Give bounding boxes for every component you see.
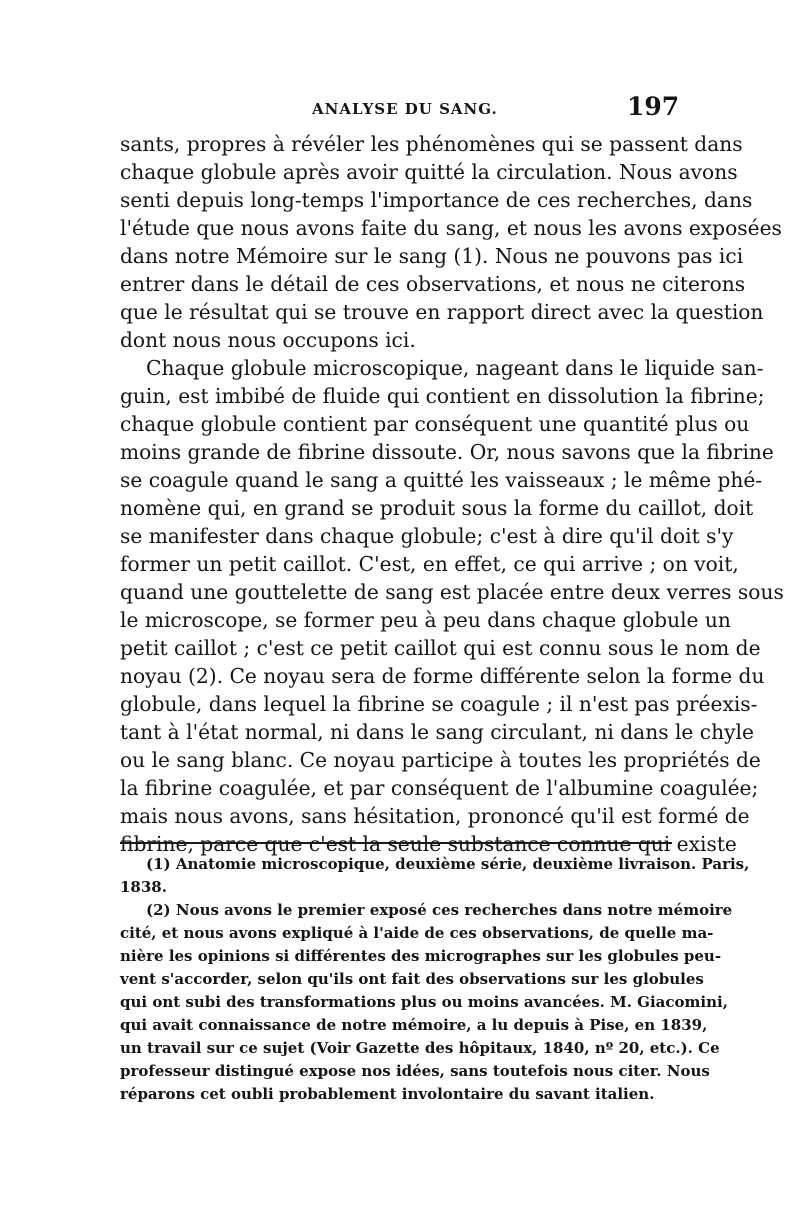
text-line: dont nous nous occupons ici. [120,328,416,352]
footnote-line: nière les opinions si différentes des micrographes sur les globules peu- [120,947,722,965]
footnote-line: cité, et nous avons expliqué à l'aide de ces observations, de quelle ma- [120,924,714,942]
page-number: 197 [627,92,680,121]
text-line: que le résultat qui se trouve en rapport direct avec la question [120,300,764,324]
text-line: moins grande de fibrine dissoute. Or, nous savons que la fibrine [120,440,774,464]
text-line: quand une gouttelette de sang est placée entre deux verres sous [120,580,784,604]
footnote-divider [120,842,672,844]
footnote-line: 1838. [120,878,167,896]
text-line: le microscope, se former peu à peu dans chaque globule un [120,608,731,632]
footnote-line: (1) Anatomie microscopique, deuxième série, deuxième livraison. Paris, [146,855,750,873]
text-line: globule, dans lequel la fibrine se coagule ; il n'est pas préexis- [120,692,758,716]
text-line: senti depuis long-temps l'importance de ces recherches, dans [120,188,753,212]
footnote-line: réparons cet oubli probablement involontaire du savant italien. [120,1085,655,1103]
text-line: chaque globule après avoir quitté la circulation. Nous avons [120,160,738,184]
text-line: nomène qui, en grand se produit sous la forme du caillot, doit [120,496,754,520]
text-line: guin, est imbibé de fluide qui contient en dissolution la fibrine; [120,384,765,408]
footnote-line: vent s'accorder, selon qu'ils ont fait des observations sur les globules [120,970,704,988]
text-line: entrer dans le détail de ces observations, et nous ne citerons [120,272,746,296]
page-header [0,90,800,130]
text-line: noyau (2). Ce noyau sera de forme différente selon la forme du [120,664,765,688]
text-line: petit caillot ; c'est ce petit caillot qui est connu sous le nom de [120,636,761,660]
footnote-line: qui ont subi des transformations plus ou moins avancées. M. Giacomini, [120,993,728,1011]
text-line: former un petit caillot. C'est, en effet, ce qui arrive ; on voit, [120,552,739,576]
text-line: se manifester dans chaque globule; c'est à dire qu'il doit s'y [120,524,734,548]
footnote-line: (2) Nous avons le premier exposé ces recherches dans notre mémoire [146,901,733,919]
text-line: chaque globule contient par conséquent une quantité plus ou [120,412,750,436]
text-line: la fibrine coagulée, et par conséquent de l'albumine coagulée; [120,776,759,800]
text-line: sants, propres à révéler les phénomènes qui se passent dans [120,132,743,156]
text-line: ou le sang blanc. Ce noyau participe à toutes les propriétés de [120,748,761,772]
text-line: mais nous avons, sans hésitation, prononcé qu'il est formé de [120,804,750,828]
paragraph-first-line: Chaque globule microscopique, nageant dans le liquide san- [146,356,764,380]
running-title: ANALYSE DU SANG. [312,100,498,118]
text-line: dans notre Mémoire sur le sang (1). Nous ne pouvons pas ici [120,244,744,268]
text-line: se coagule quand le sang a quitté les vaisseaux ; le même phé- [120,468,763,492]
text-line: fibrine, parce que c'est la seule substance connue qui existe [120,832,737,856]
footnote-line: professeur distingué expose nos idées, sans toutefois nous citer. Nous [120,1062,710,1080]
footnote-line: qui avait connaissance de notre mémoire, a lu depuis à Pise, en 1839, [120,1016,708,1034]
text-line: tant à l'état normal, ni dans le sang circulant, ni dans le chyle [120,720,754,744]
text-line: l'étude que nous avons faite du sang, et nous les avons exposées [120,216,782,240]
footnote-line: un travail sur ce sujet (Voir Gazette des hôpitaux, 1840, nº 20, etc.). Ce [120,1039,720,1057]
